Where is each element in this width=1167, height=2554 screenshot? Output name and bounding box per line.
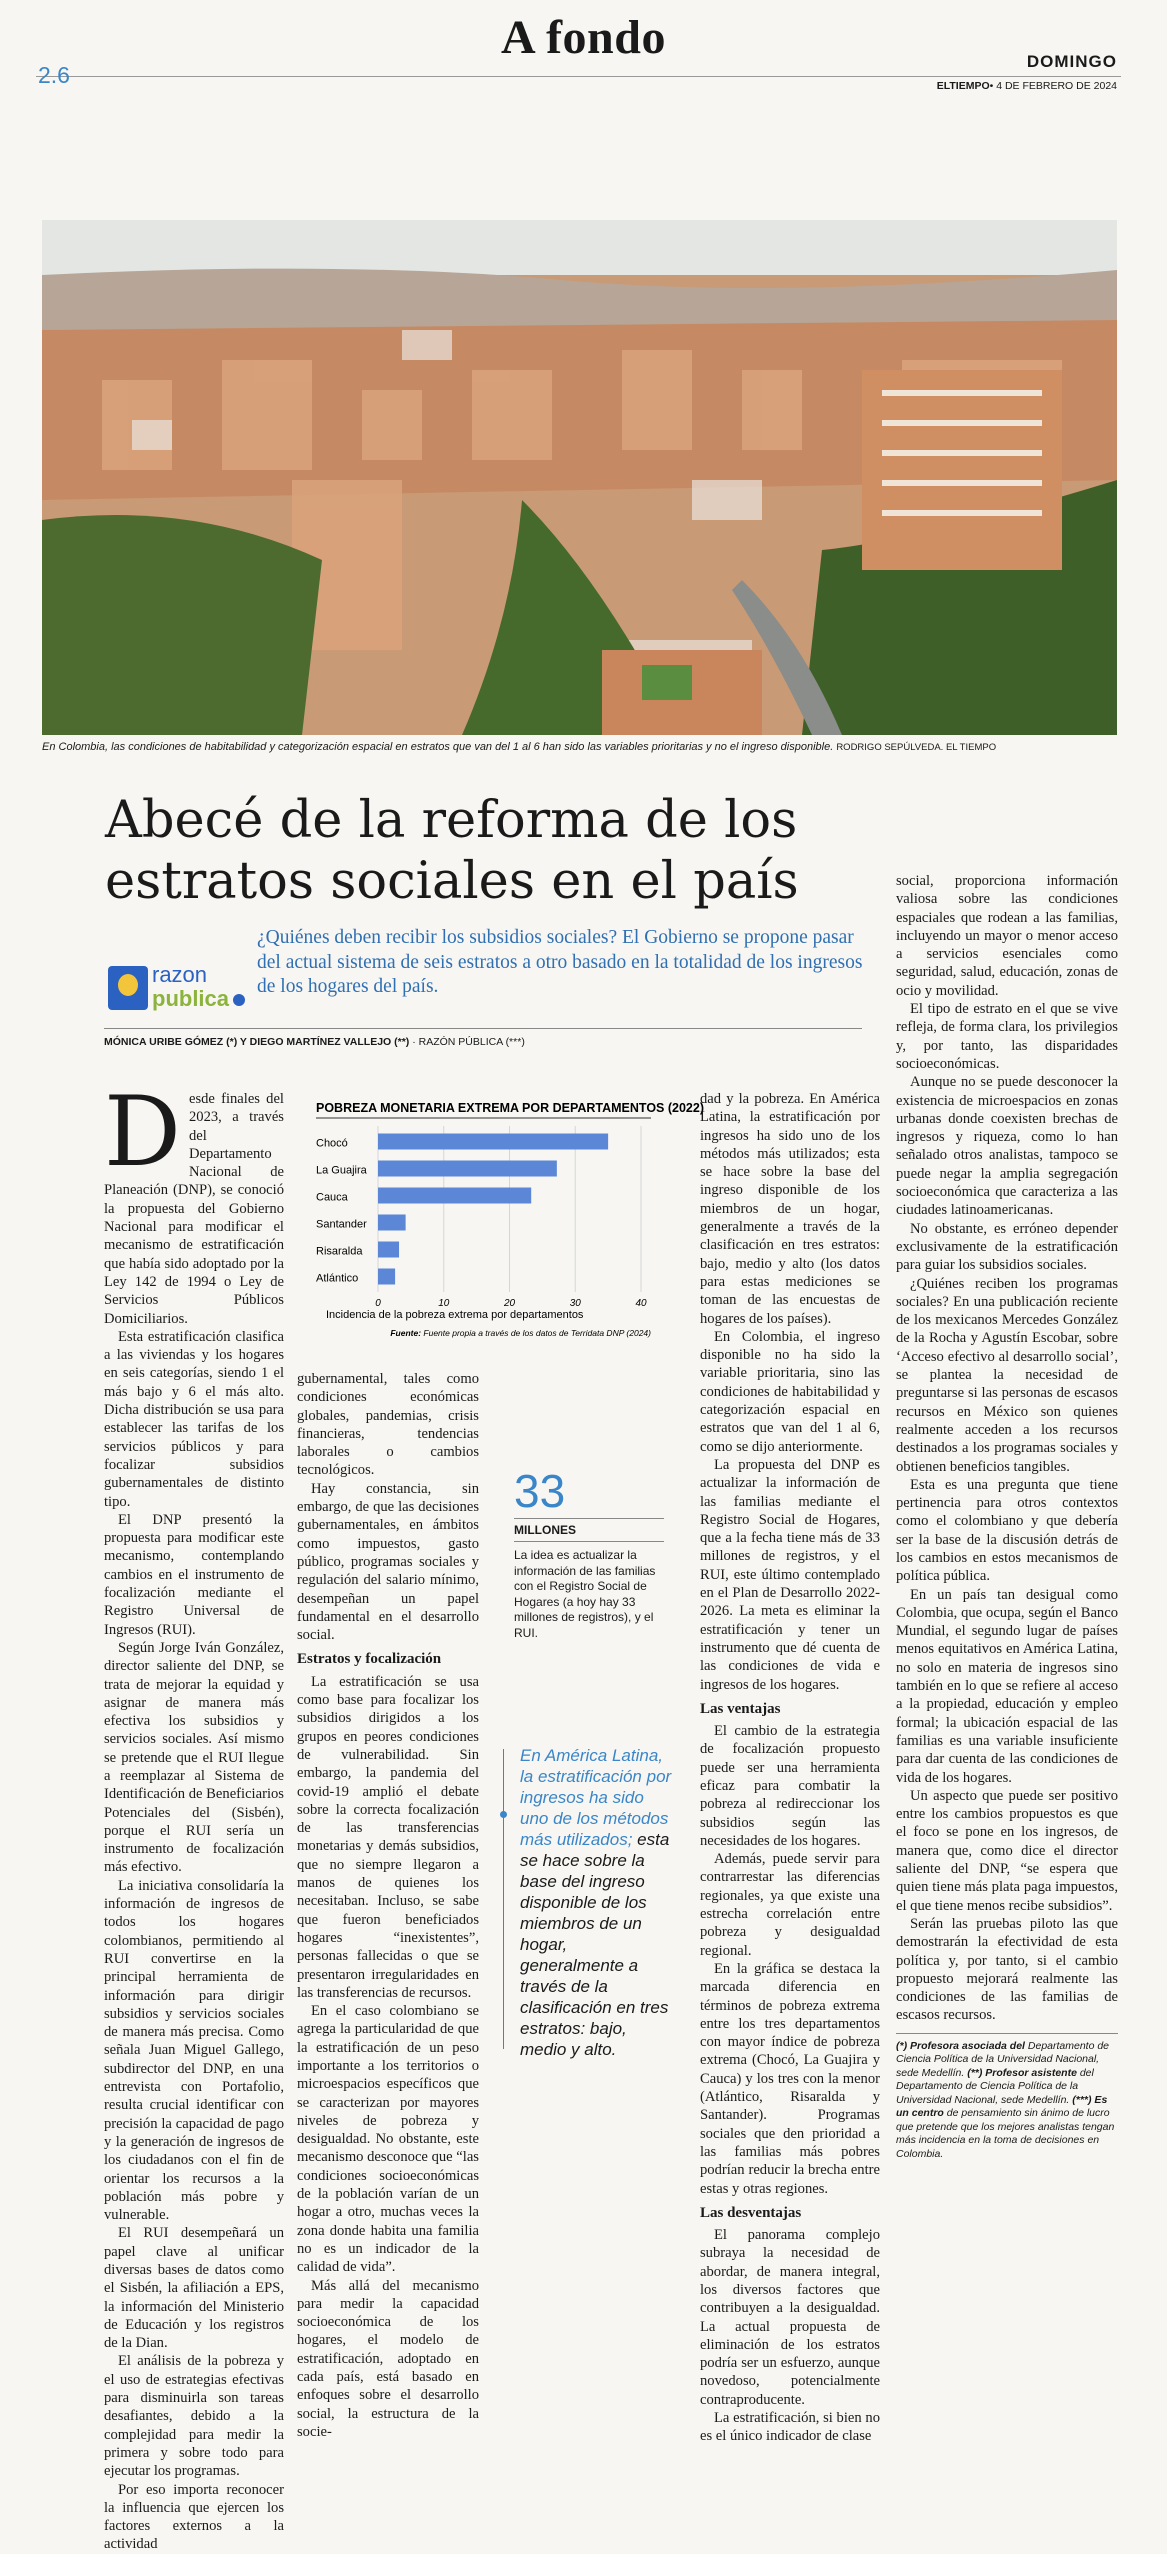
poverty-chart [306, 1096, 704, 1346]
col3-paragraph-1: dad y la pobreza. En América Latina, la estratificación por ingresos ha sido uno de los métodos más utilizados; esta se hace sobre la base del ingreso disponible de los miembros de un hogar, generalmente a través de la clasificación en tres estratos: bajo, medio y alto (los datos para estas mediciones se toman de las encuestas de hogares de los países). [700, 1091, 880, 1327]
section-title: A fondo [501, 11, 666, 64]
stat-rule [514, 1518, 664, 1519]
photo-caption-line [42, 741, 1117, 753]
lead-paragraph: ¿Quiénes deben recibir los subsidios sociales? El Gobierno se propone pasar del actual sistema de seis estratos a otro basado en la totalidad de los ingresos de los hogares del país. [257, 927, 863, 997]
col3-paragraph-8: La estratificación, si bien no es el único indicador de clase [700, 2410, 880, 2445]
col1-paragraph-6: El RUI desempeñará un papel clave al unificar diversas bases de datos como el Sisbén, la afiliación a EPS, la información del Ministerio de Educación y los registros de la Dian. [104, 2225, 284, 2352]
byline [104, 1036, 525, 1048]
byline-outlet: · RAZÓN PÚBLICA (***) [409, 1036, 525, 1048]
logo-badge [233, 994, 245, 1006]
chart-tick-label: 10 [438, 1298, 450, 1309]
chart-bar [378, 1269, 395, 1285]
chart-xlabel: Incidencia de la pobreza extrema por departamentos [326, 1309, 584, 1321]
column-3 [700, 1090, 880, 2445]
chart-bar [378, 1161, 557, 1177]
stat-text: La idea es actualizar la información de las familias con el Registro Social de Hogares (a hoy hay 33 millones de registros), y el RUI. [514, 1548, 656, 1640]
col2-paragraph-1: gubernamental, tales como condiciones económicas globales, pandemias, crisis financieras, tendencias laborales o cambios tecnológicos. [297, 1371, 479, 1479]
headline [105, 790, 799, 912]
chart-category-labels [316, 1138, 368, 1285]
column-4 [896, 872, 1118, 2240]
stat-rule-2 [514, 1541, 664, 1542]
chart-category-label: Atlántico [316, 1272, 359, 1285]
col1-paragraph-5: La iniciativa consolidaría la información de ingresos de todos los hogares colombianos, permitiendo al RUI convertirse en la principal herramienta de información para dirigir subsidios y servicios sociales de manera más precisa. Como señala Juan Miguel Gallego, subdirector del DNP, en una entrevista con Portafolio, resulta crucial identificar con precisión la capacidad de pago y la generación de ingresos de los ciudadanos con el fin de orientar los recursos a la población más pobre y vulnerable. [104, 1877, 284, 2224]
publication-date: • 4 DE FEBRERO DE 2024 [989, 80, 1117, 92]
col2-paragraph-5: Más allá del mecanismo para medir la capacidad socioeconómica de los hogares, el modelo de estratificación, adoptado en cada país, está basado en enfoques sobre el desarrollo social, la estructura de la socie- [297, 2277, 479, 2440]
chart-source [390, 1328, 651, 1338]
pull-quote-line [503, 1749, 504, 2049]
stat-unit: MILLONES [514, 1523, 576, 1537]
pull-quote-dot [500, 1811, 507, 1818]
chart-category-label: La Guajira [316, 1164, 367, 1177]
logo-word-1: razon [152, 962, 208, 987]
col1-paragraph-4: Según Jorge Iván González, director saliente del DNP, se trata de mejorar la equidad y asignar de manera más efectiva los subsidios y servicios sociales. Así mismo se pretende que el RUI llegue a reemplazar al Sistema de Identificación de Beneficiarios Potenciales del (Sisbén), porque el RUI sería un instrumento de focalización más efectivo. [104, 1639, 284, 1876]
chart-bar [378, 1242, 399, 1258]
footnote-1-text: Departamento de Ciencia Política de la Universidad Nacional, sede Medellín. [896, 2039, 1110, 2079]
page-number: 2.6 [38, 62, 70, 88]
publication-name: ELTIEMPO [936, 80, 990, 92]
col1-p1-text: esde finales del 2023, a través del Departamento Nacional de Planeación (DNP), se conoció la propuesta del Gobierno Nacional para modificar el mecanismo de estratificación que había sido adoptado por la Ley 142 de 1994 o Ley de Servicios Públicos Domiciliarios. [104, 1091, 284, 1327]
chart-source-text: Fuente propia a través de los datos de Terridata DNP (2024) [423, 1328, 651, 1338]
col2-paragraph-2: Hay constancia, sin embargo, de que las decisiones gubernamentales, en ámbitos como impuestos, gasto público, programas sociales y regulación del salario mínimo, desempeñan un papel fundamental en el desarrollo social. [297, 1480, 479, 1644]
footnotes-rule [896, 2033, 1118, 2034]
col4-paragraph-5: ¿Quiénes reciben los programas sociales? En una publicación reciente de los mexicanos Mercedes González de la Rocha y Agustín Escobar, sobre ‘Acceso efectivo al desarrollo social’, se plantea la necesidad de preguntarse si las personas de escasos recursos en México son quienes realmente acceden a los recursos destinados a los programas sociales y obtienen beneficios tangibles. [896, 1275, 1118, 1475]
col1-paragraph-3: El DNP presentó la propuesta para modificar este mecanismo, contemplando cambios en el instrumento de focalización mediante el Registro Universal de Ingresos (RUI). [104, 1511, 284, 1638]
logo-word-2: publica [152, 986, 230, 1011]
photo-caption: En Colombia, las condiciones de habitabilidad y categorización espacial en estratos que van del 1 al 6 han sido las variables prioritarias y no el ingreso disponible. [42, 741, 834, 753]
chart-tick-label: 0 [375, 1298, 381, 1309]
col1-paragraph-2: Esta estratificación clasifica a las viviendas y los hogares en seis categorías, siendo 1 el más bajo y 6 el más alto. Dicha distribución se usa para establecer las tarifas de los servicios públicos y para focalizar subsidios gubernamentales de distinto tipo. [104, 1328, 284, 1510]
headline-line-2: estratos sociales en el país [105, 852, 799, 911]
day-label: DOMINGO [1026, 52, 1117, 71]
chart-grid [378, 1126, 641, 1292]
dateline [937, 80, 1117, 92]
col4-paragraph-1: social, proporciona información valiosa sobre las condiciones espaciales que rodean a las familias, incluyendo un mayor o menor acceso a servicios esenciales como seguridad, salud, educación, zonas de ocio y movilidad. [896, 873, 1118, 999]
drop-cap: D [104, 1076, 181, 1188]
col4-paragraph-3: Aunque no se puede desconocer la existencia de microespacios en zonas urbanas donde coexisten brechas de ingresos y riqueza, como lo han señalado otros analistas, tampoco se puede negar la amplia segregación socioeconómica que caracteriza a las ciudades latinoamericanas. [896, 1074, 1118, 1219]
chart-bars [378, 1134, 608, 1285]
col4-paragraph-8: Un aspecto que puede ser positivo entre los cambios propuestos es que el foco se pone en los ingresos, de manera que, como dice el director saliente del DNP, “se espera que quien tiene más plata paga impuestos, el que tiene menos recibe subsidios”. [896, 1787, 1118, 1914]
col4-paragraph-7: En un país tan desigual como Colombia, que ocupa, según el Banco Mundial, el segundo lugar de países menos equitativos en América Latina, no solo en materia de ingresos sino también en lo que se refiere al acceso a la propiedad, educación y empleo formal; la ubicación espacial de las familias es una variable insuficiente para dar cuenta de las condiciones de vida de los hogares. [896, 1586, 1118, 1786]
pull-quote-highlight: En América Latina, la estratificación por ingresos ha sido uno de los métodos más utilizados; [520, 1746, 672, 1849]
column-1 [104, 1076, 284, 2553]
col2-paragraph-4: En el caso colombiano se agrega la particularidad de que la estratificación de un peso importante a los territorios o microespacios específicos que se caracterizan por mayores niveles de pobreza y desigualdad. No obstante, este mecanismo desconoce que “las condiciones socioeconómicas de la población varían de un hogar a otro, muchas veces la zona donde habita una familia no es un indicador de la calidad de vida”. [297, 2003, 479, 2276]
razon-publica-logo [108, 964, 246, 1014]
col3-paragraph-6: En la gráfica se destaca la marcada diferencia en términos de pobreza extrema entre los tres departamentos con mayor índice de pobreza extrema (Chocó, La Guajira y Cauca) y los tres con la menor (Atlántico, Risaralda y Santander). Programas sociales que den prioridad a las familias más pobres podrían reducir la brecha entre estas y otras regiones. [700, 1960, 880, 2197]
pull-quote-rest: esta se hace sobre la base del ingreso disponible de los miembros de un hogar, generalmente a través de la clasificación en tres estratos: bajo, medio y alto. [520, 1830, 670, 2059]
photo-credit: RODRIGO SEPÚLVEDA. EL TIEMPO [836, 742, 997, 753]
col1-paragraph-7: El análisis de la pobreza y el uso de estrategias efectivas para disminuirla son tareas desafiantes, debido a la complejidad para medir la primera y sobre todo para ejecutar los programas. [104, 2353, 284, 2480]
chart-tick-label: 40 [635, 1298, 647, 1309]
byline-authors: MÓNICA URIBE GÓMEZ (*) Y DIEGO MARTÍNEZ VALLEJO (**) [104, 1036, 410, 1048]
chart-category-label: Chocó [316, 1137, 348, 1150]
col1-paragraph-1 [104, 1076, 284, 1328]
byline-rule [104, 1028, 862, 1029]
chart-title: POBREZA MONETARIA EXTREMA POR DEPARTAMENTOS (2022) [316, 1101, 704, 1115]
chart-svg [306, 1096, 704, 1346]
headline-line-1: Abecé de la reforma de los [105, 791, 798, 850]
pull-quote [503, 1745, 673, 2060]
column-2 [297, 1370, 479, 2440]
col3-paragraph-2: En Colombia, el ingreso disponible no ha sido la variable prioritaria, sino las condiciones de habitabilidad y categorización espacial en estratos que van del 1 al 6, como se dijo anteriormente. [700, 1328, 880, 1455]
col4-paragraph-2: El tipo de estrato en el que se vive refleja, de forma clara, los privilegios y, por tanto, las disparidades socioeconómicas. [896, 1001, 1118, 1072]
col3-paragraph-4: El cambio de la estrategia de focalización propuesto puede ser una herramienta eficaz para combatir la pobreza al redireccionar los subsidios según las necesidades de los hogares. [700, 1723, 880, 1849]
footnote-1-bold: (*) Profesora asociada del [896, 2039, 1025, 2052]
chart-tick-label: 30 [569, 1298, 581, 1309]
stat-box [514, 1466, 664, 1641]
bulb-icon [118, 974, 138, 996]
col3-subhead-2: Las desventajas [700, 2204, 802, 2221]
col1-paragraph-8: Por eso importa reconocer la influencia que ejercen los factores externos a la actividad [104, 2481, 284, 2553]
col2-subhead-1: Estratos y focalización [297, 1651, 442, 1668]
footnote-2-bold: (**) Profesor asistente [967, 2066, 1077, 2079]
chart-bar [378, 1134, 608, 1150]
col2-paragraph-3: La estratificación se usa como base para focalizar los subsidios dirigidos a los grupos en peores condiciones de vulnerabilidad. Sin embargo, la pandemia del covid-19 amplió el debate sobre la correcta focalización de las transferencias monetarias y demás subsidios, que no siempre llegaron a manos de quienes los necesitaban. Incluso, se sabe que fueron beneficiados hogares “inexistentes”, personas fallecidas o que se presentaron irregularidades en las transferencias de recursos. [297, 1673, 479, 2001]
chart-tick-label: 20 [503, 1298, 516, 1309]
col3-paragraph-7: El panorama complejo subraya la necesidad de abordar, de manera integral, los diversos factores que contribuyen a la desigualdad. La actual propuesta de eliminación de los estratos podría ser un esfuerzo, aunque novedoso, potencialmente contraproducente. [700, 2227, 880, 2408]
city-photo [42, 220, 1117, 735]
col3-paragraph-5: Además, puede servir para contrarrestar las diferencias regionales, ya que existe una estrecha correlación entre pobreza y desigualdad regional. [700, 1851, 880, 1959]
col4-paragraph-9: Serán las pruebas piloto las que demostrarán la efectividad de esta política y, por tanto, si el cambio propuesto mejorará realmente las condiciones de las familias de escasos recursos. [896, 1915, 1118, 2024]
chart-bar [378, 1215, 406, 1231]
chart-bar [378, 1188, 531, 1204]
chart-source-label: Fuente: [390, 1328, 422, 1338]
chart-category-label: Santander [316, 1218, 367, 1231]
col4-paragraph-4: No obstante, es erróneo depender exclusivamente de la estratificación para guiar los subsidios sociales. [896, 1220, 1118, 1274]
chart-category-label: Risaralda [316, 1245, 363, 1258]
footnote-2-text: del Departamento de Ciencia Política de la Universidad Nacional, sede Medellín. [896, 2066, 1094, 2106]
footnote-3-bold: (***) Es un centro [896, 2093, 1108, 2120]
footnote-1 [896, 2040, 1118, 2162]
col3-subhead-1: Las ventajas [700, 1700, 781, 1717]
chart-category-label: Cauca [316, 1191, 348, 1204]
footnotes [896, 2040, 1118, 2162]
col3-paragraph-3: La propuesta del DNP es actualizar la información de las familias mediante el Registro Social de Hogares, que a la fecha tiene más de 33 millones de registros, y el RUI, este último contemplado en el Plan de Desarrollo 2022-2026. La meta es eliminar la estratificación y tener un instrumento que dé cuenta de las condiciones de vida e ingresos de los hogares. [700, 1456, 880, 1693]
col4-paragraph-6: Esta es una pregunta que tiene pertinencia para otros contextos como el colombiano y que debería ser la base de la discusión detrás de los cambios en estos mecanismos de política pública. [896, 1476, 1118, 1585]
chart-tick-labels [375, 1298, 647, 1309]
footnote-3-text: de pensamiento sin ánimo de lucro que pretende que los mejores analistas tengan más incidencia en la toma de decisiones en Colombia. [896, 2107, 1115, 2160]
city-illustration [42, 220, 1117, 735]
pull-quote-text [520, 1745, 673, 2060]
header-rule [36, 76, 1121, 77]
stat-number: 33 [514, 1465, 566, 1517]
